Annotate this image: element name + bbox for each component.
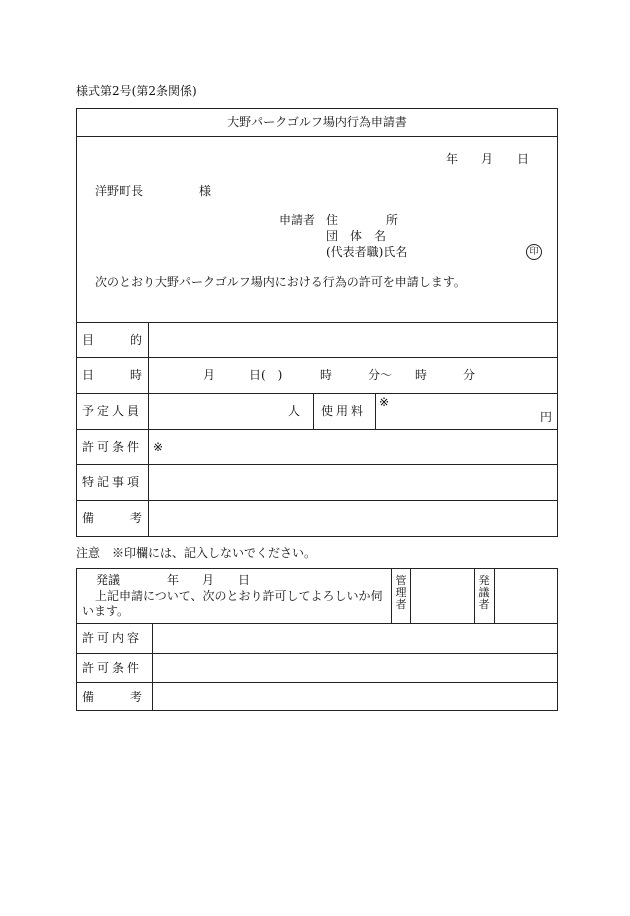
proposer-label: 発議者 — [478, 574, 490, 611]
fee-label: 使用料 — [321, 404, 367, 418]
office-column-divider — [474, 568, 475, 623]
fee-divider — [313, 393, 314, 429]
fee-divider — [375, 393, 376, 429]
seal-mark: 印 — [526, 244, 542, 260]
office-column-divider — [410, 568, 411, 623]
permit-content-label: 許可内容 — [82, 631, 143, 645]
group-label: 団 体 名 — [326, 229, 387, 243]
purpose-label: 目 的 — [82, 333, 143, 347]
office-row-divider — [76, 653, 558, 654]
note-text: 注意 ※印欄には、記入しないでください。 — [76, 546, 317, 560]
fee-mark: ※ — [379, 395, 390, 409]
issue-year: 年 — [167, 573, 180, 587]
office-column-divider — [494, 568, 495, 623]
datetime-label: 日 時 — [82, 368, 143, 382]
office-remarks-label: 備 考 — [82, 690, 143, 704]
request-text: 次のとおり大野パークゴルフ場内における行為の許可を申請します。 — [95, 275, 466, 289]
addressee-name: 洋野町長 — [95, 184, 144, 198]
form-number: 様式第2号(第2条関係) — [76, 84, 197, 98]
issue-month: 月 — [202, 573, 215, 587]
date-month: 月 — [481, 152, 494, 166]
address-label: 住 所 — [326, 213, 399, 227]
office-row-divider — [76, 623, 558, 624]
office-row-divider — [76, 682, 558, 683]
date-day: 日 — [517, 152, 530, 166]
datetime-day: 日( ) — [249, 368, 283, 382]
datetime-month: 月 — [203, 368, 216, 382]
datetime-hour-end: 時 — [415, 368, 428, 382]
conditions-mark: ※ — [153, 440, 164, 454]
manager-label: 管理者 — [395, 574, 407, 611]
form-title: 大野パークゴルフ場内行為申請書 — [227, 115, 407, 129]
datetime-minute-start: 分～ — [368, 368, 393, 382]
addressee-honorific: 様 — [199, 184, 212, 198]
issue-label: 発議 — [96, 573, 121, 587]
proposal-text: 上記申請について、次のとおり許可してよろしいか伺います。 — [82, 589, 383, 618]
remarks-label: 備 考 — [82, 511, 143, 525]
office-column-divider — [391, 568, 392, 623]
name-label: (代表者職)氏名 — [326, 245, 408, 259]
label-column-divider — [148, 322, 149, 537]
date-year: 年 — [446, 152, 459, 166]
conditions-label: 許可条件 — [82, 440, 143, 454]
special-label: 特記事項 — [82, 475, 143, 489]
people-unit: 人 — [288, 404, 301, 418]
people-label: 予定人員 — [82, 404, 143, 418]
datetime-minute-end: 分 — [463, 368, 476, 382]
permit-conditions-label: 許可条件 — [82, 661, 143, 675]
issue-day: 日 — [238, 573, 251, 587]
title-divider — [76, 136, 558, 137]
fee-unit: 円 — [540, 410, 553, 424]
datetime-hour-start: 時 — [320, 368, 333, 382]
applicant-label: 申請者 — [279, 213, 316, 227]
office-label-divider — [152, 623, 153, 711]
